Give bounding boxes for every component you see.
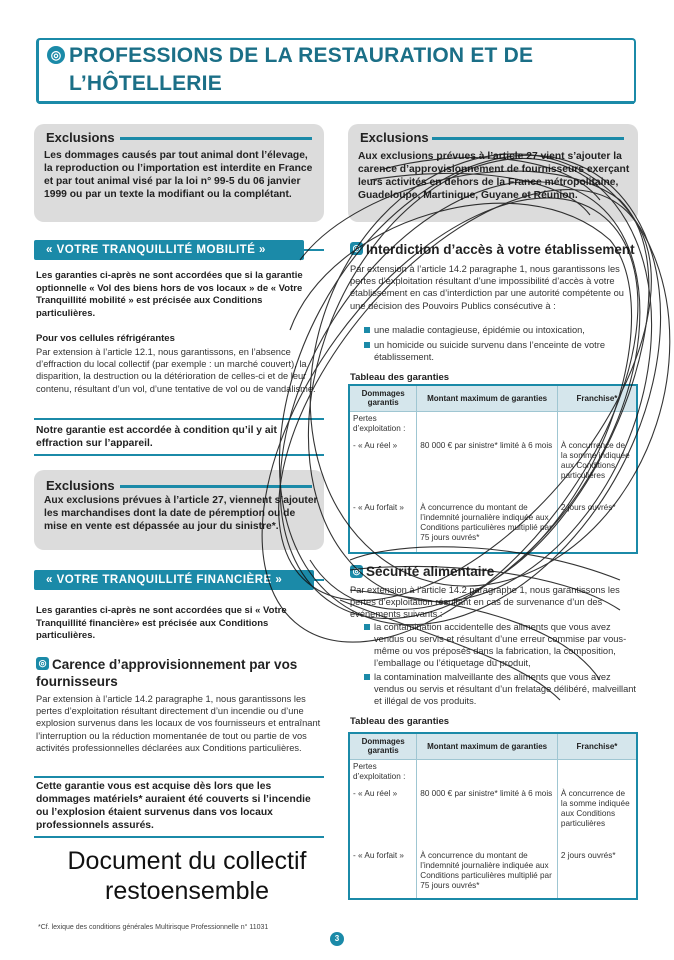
guarantee-table-1 [348, 384, 638, 554]
refrigeration-text: Par extension à l’article 12.1, nous garantissons, en l’absence d’effraction du local collectif (par exemple : un marché couvert), la disparition, la destruction ou la détérioration de celles-ci et de leur contenu, résultant d’un vol, d’une tentative de vol ou de vandalisme. [36, 347, 316, 394]
table-row [349, 501, 637, 553]
heading-rule [432, 137, 624, 140]
table-cell: - « Au réel » [349, 787, 417, 849]
table-cell: À concurrence de la somme indiquée aux Conditions particulières [557, 787, 637, 849]
carence-title: Carence d’approvisionnement par vos fournisseurs [36, 657, 298, 689]
table-cell: Pertes d’exploitation : [349, 411, 417, 439]
interdiction-bullet [374, 339, 638, 363]
securite-text: Par extension à l’article 14.2 paragraphe 1, nous garantissons les pertes d’exploitation résultant en cas de survenance d’un des événements suivants : [350, 585, 620, 620]
table-header: Dommages garantis [349, 385, 417, 411]
table-header-row [349, 733, 637, 759]
interdiction-title: Interdiction d’accès à votre établissement [366, 242, 635, 257]
table-header: Franchise* [557, 733, 637, 759]
bullet-square-icon [364, 342, 370, 348]
bullet-square-icon [364, 624, 370, 630]
table-header: Montant maximum de garanties [417, 385, 558, 411]
table-cell: À concurrence du montant de l’indemnité journalière indiquée aux Conditions particulières multiplié par 75 jours ouvrés* [417, 501, 558, 553]
brand-icon: ◎ [47, 46, 65, 64]
carence-text: Par extension à l’article 14.2 paragraphe 1, nous garantissons les pertes d’exploitation résultant directement d’un incendie ou d’une explosion survenus dans les locaux de vos fournisseurs et entraînant l’interruption ou la réduction momentanée de tout ou partie de vos activités professionnelles déclarées aux Conditions particulières. [36, 694, 321, 753]
table-row [349, 439, 637, 501]
table-header-row [349, 385, 637, 411]
exclusions-heading-2: Exclusions [46, 478, 115, 493]
table-cell: - « Au réel » [349, 439, 417, 501]
interdiction-icon: ◎ [350, 242, 363, 255]
banner-rule [314, 579, 324, 581]
table-cell: - « Au forfait » [349, 849, 417, 899]
exclusions-heading-1: Exclusions [46, 130, 115, 145]
collectif-stamp: Document du collectif restoensemble [67, 847, 307, 905]
banner-financiere: « VOTRE TRANQUILLITÉ FINANCIÈRE » [34, 570, 314, 590]
table-cell [557, 411, 637, 439]
table-cell: À concurrence du montant de l’indemnité journalière indiquée aux Conditions particulières multiplié par 75 jours ouvrés* [417, 849, 558, 899]
table-row [349, 787, 637, 849]
table-row [349, 759, 637, 787]
interdiction-bullet [374, 324, 638, 336]
heading-rule [120, 485, 312, 488]
bullet-text: la contamination accidentelle des aliments que vous avez vendus ou servis et résultant d’une erreur commise par vous-même ou vos préposés dans la fabrication, la composition, l’emballage ou l’étiquetage du produit, [374, 622, 627, 668]
table-header: Franchise* [557, 385, 637, 411]
table-cell [557, 759, 637, 787]
table-cell: Pertes d’exploitation : [349, 759, 417, 787]
page-title: PROFESSIONS DE LA RESTAURATION ET DE L’HÔTELLERIE [69, 44, 534, 95]
page-number: 3 [330, 932, 344, 946]
exclusions-text-2: Aux exclusions prévues à l’article 27, viennent s’ajouter les marchandises dont la date de péremption ou de mise en vente est dépassée au jour du sinistre*. [44, 495, 318, 532]
title-underline [39, 101, 634, 104]
effraction-note: Notre garantie est accordée à condition qu’il y ait effraction sur l’appareil. [36, 425, 277, 449]
table-cell: À concurrence de la somme indiquée aux Conditions particulières [557, 439, 637, 501]
bullet-text: la contamination malveillante des aliments que vous avez vendus ou servis et résultant d’un frelatage délibéré, malveillant et illégal de vos produits. [374, 672, 637, 706]
banner-mobilite: « VOTRE TRANQUILLITÉ MOBILITÉ » [34, 240, 304, 260]
carence-note: Cette garantie vous est acquise dès lors que les dommages matériels* auraient été couverts si l’incendie ou l’explosion étaient survenus dans vos locaux professionnels assurés. [36, 781, 311, 831]
interdiction-text: Par extension à l’article 14.2 paragraphe 1, nous garantissons les pertes d’exploitation résultant d’une impossibilité d’accès à votre établissement en cas d’interdiction par une autorité compétente ou une décision des Pouvoirs Publics consécutive à : [350, 264, 624, 311]
table-cell: 2 jours ouvrés* [557, 501, 637, 553]
table-header: Montant maximum de garanties [417, 733, 558, 759]
securite-bullet [374, 671, 638, 707]
table-cell: 80 000 € par sinistre* limité à 6 mois [417, 787, 558, 849]
securite-bullet [374, 621, 638, 669]
table-label-2: Tableau des garanties [350, 716, 450, 727]
table-cell: 2 jours ouvrés* [557, 849, 637, 899]
bullet-square-icon [364, 674, 370, 680]
carence-icon: ◎ [36, 657, 49, 670]
table-row [349, 411, 637, 439]
table-cell [417, 411, 558, 439]
guarantee-table-2 [348, 732, 638, 900]
exclusions-text-1: Les dommages causés par tout animal dont l’élevage, la reproduction ou l’importation est interdite en France et par tout animal visé par la loi n° 99-5 du 06 janvier 1999 ou par un texte la modifiant ou la complétant. [44, 150, 313, 200]
exclusions-heading-3: Exclusions [360, 130, 429, 145]
financiere-intro: Les garanties ci-après ne sont accordées que si « Votre Tranquillité financière» est précisée aux Conditions particulières. [36, 605, 287, 641]
table-row [349, 849, 637, 899]
table-header: Dommages garantis [349, 733, 417, 759]
banner-rule [304, 249, 324, 251]
exclusions-text-3: Aux exclusions prévues à l’article 27 vient s’ajouter la carence d’approvisionnement de fournisseurs exerçant leurs activités en dehors de la France métropolitaine, Guadeloupe, Martinique, Guyane et Réunion. [358, 151, 630, 201]
bullet-square-icon [364, 327, 370, 333]
table-cell: 80 000 € par sinistre* limité à 6 mois [417, 439, 558, 501]
securite-title: Sécurité alimentaire [366, 564, 495, 579]
mobilite-intro: Les garanties ci-après ne sont accordées que si la garantie optionnelle « Vol des biens hors de vos locaux » de « Votre Tranquillité mobilité » est précisée aux Conditions particulières. [36, 270, 303, 319]
table-cell [417, 759, 558, 787]
securite-icon: ◎ [350, 565, 363, 578]
table-label-1: Tableau des garanties [350, 372, 450, 383]
title-box [36, 38, 636, 104]
bullet-text: un homicide ou suicide survenu dans l’enceinte de votre établissement. [374, 340, 606, 362]
refrigeration-subhead: Pour vos cellules réfrigérantes [36, 333, 175, 344]
footnote: *Cf. lexique des conditions générales Multirisque Professionnelle n° 11031 [38, 924, 269, 931]
heading-rule [120, 137, 312, 140]
table-cell: - « Au forfait » [349, 501, 417, 553]
bullet-text: une maladie contagieuse, épidémie ou intoxication, [374, 325, 585, 335]
